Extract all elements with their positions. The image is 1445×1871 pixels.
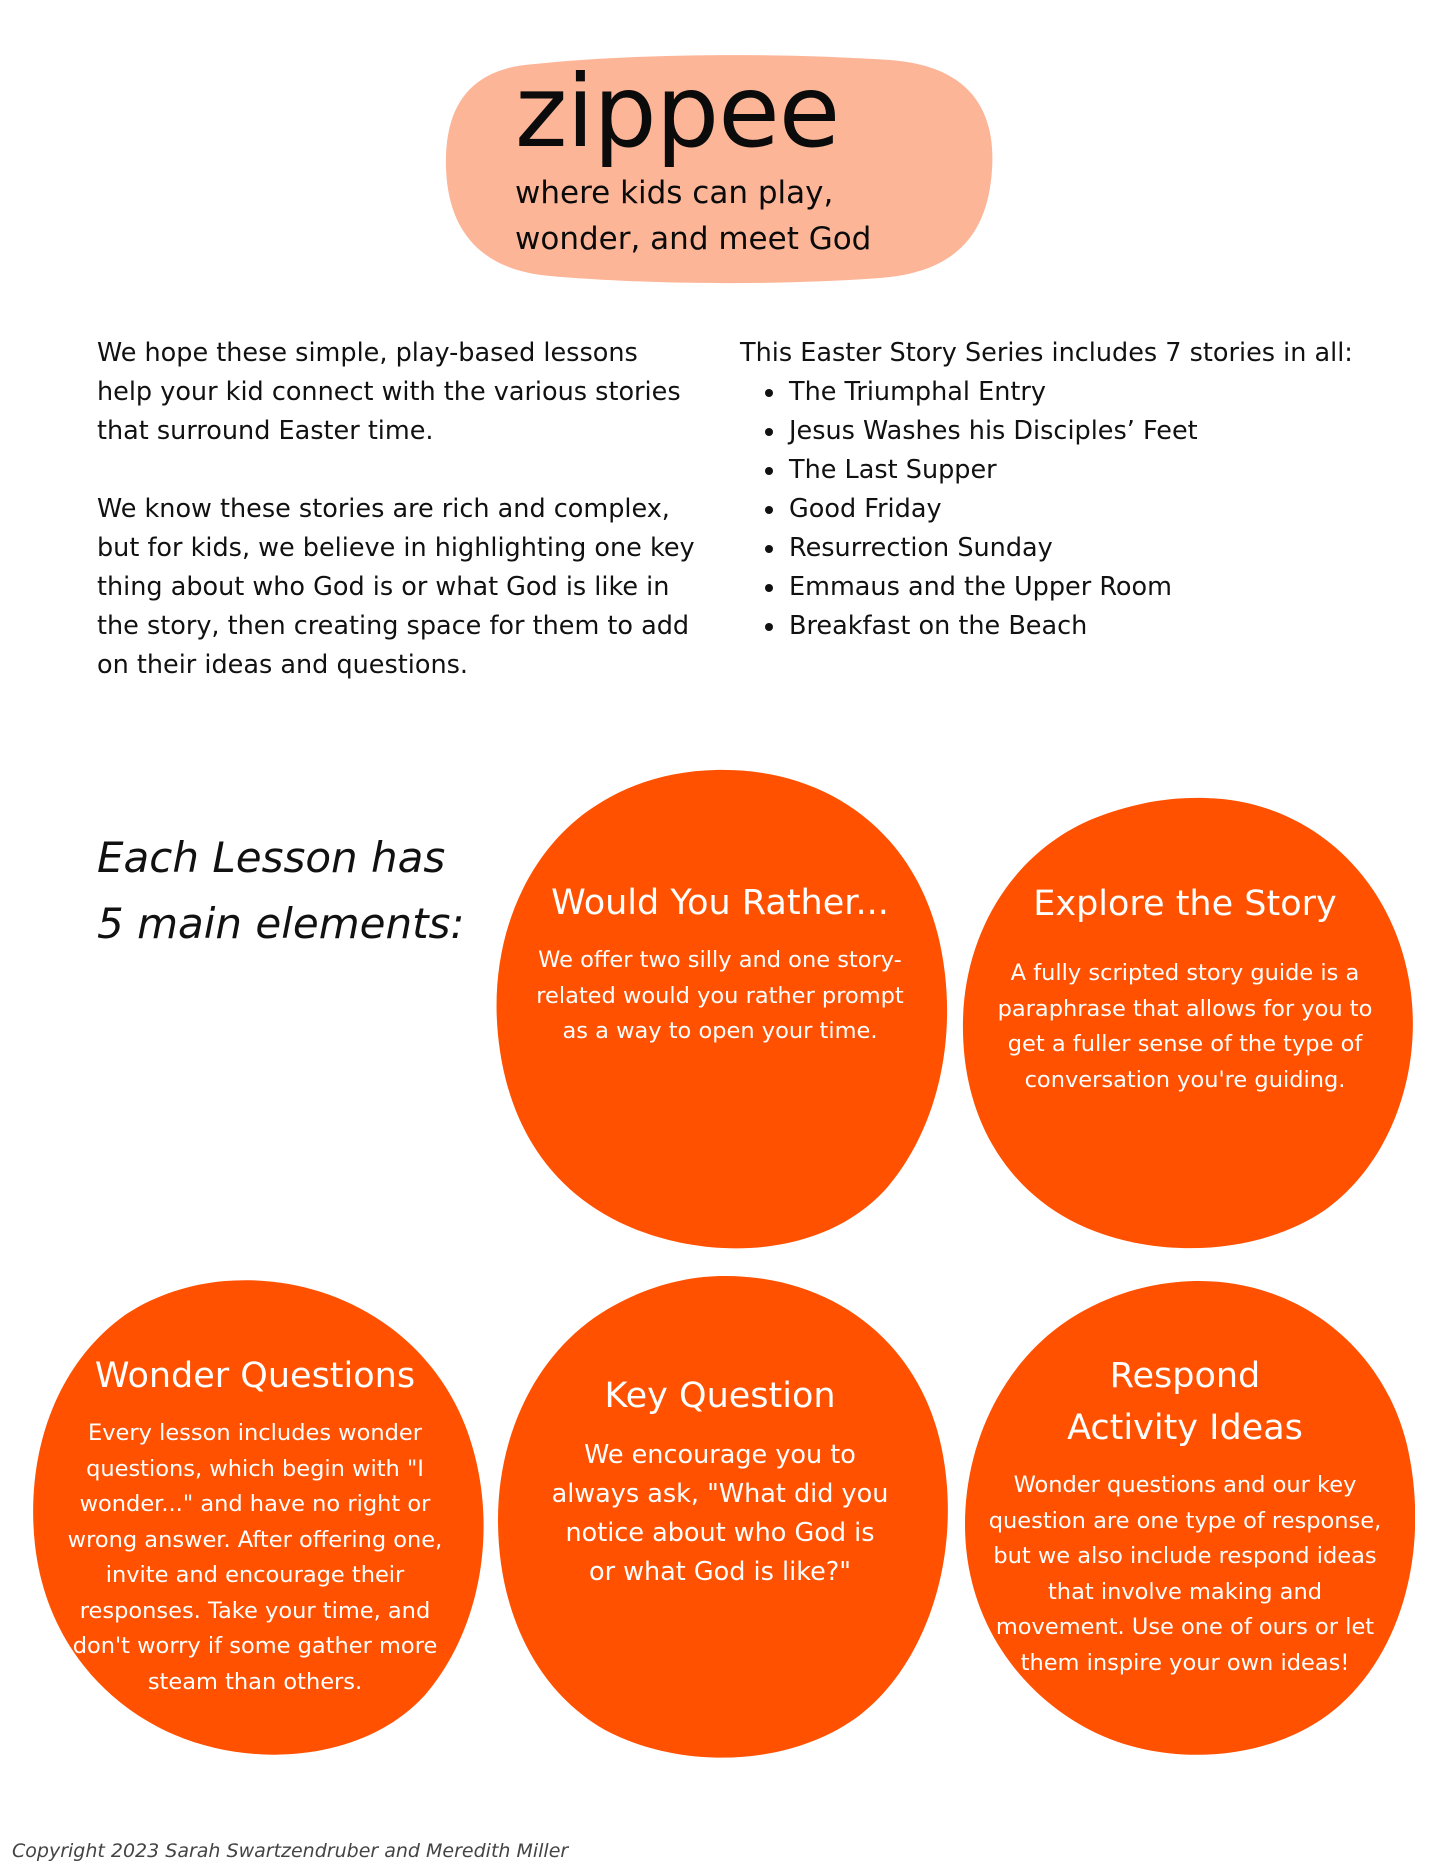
story-list-item: • The Triumphal Entry: [787, 373, 1400, 412]
element-title: Explore the Story: [1033, 884, 1337, 924]
element-title: Would You Rather...: [551, 883, 889, 923]
story-list-item: • Resurrection Sunday: [787, 529, 1400, 568]
element-description: Every lesson includes wonder questions, which begin with "I wonder..." and have no right or wrong answer. After offering one, invite and encourage their responses. Take your time, and don't worry if some gather more steam than others.: [67, 1420, 443, 1695]
element-title-line: Activity Ideas: [1067, 1408, 1303, 1448]
elements-heading-line: Each Lesson has: [97, 833, 446, 882]
element-description: We encourage you to always ask, "What did you notice about who God is or what God is like?": [551, 1440, 889, 1587]
element-title: [983, 1350, 1387, 1454]
story-list-item: • Emmaus and the Upper Room: [787, 568, 1400, 607]
intro-paragraph: We hope these simple, play-based lessons help your kid connect with the various stories that surround Easter time.: [97, 338, 681, 446]
tagline-line: where kids can play,: [515, 175, 834, 211]
element-description: A fully scripted story guide is a paraphrase that allows for you to get a fuller sense of the type of conversation you're guiding.: [997, 960, 1373, 1093]
intro-text: [97, 334, 697, 724]
elements-heading: [97, 825, 465, 957]
story-list-item: • Jesus Washes his Disciples’ Feet: [787, 412, 1400, 451]
series-heading: This Easter Story Series includes 7 stories in all:: [740, 338, 1353, 368]
element-respond-activity-ideas: [955, 1275, 1415, 1765]
element-key-question: [490, 1270, 950, 1770]
element-title: Key Question: [604, 1376, 836, 1416]
brand-logo: zippee: [515, 53, 840, 170]
element-would-you-rather: [490, 765, 950, 1255]
tagline-line: wonder, and meet God: [515, 221, 872, 257]
element-title: Wonder Questions: [94, 1356, 416, 1396]
series-list-section: [740, 334, 1400, 646]
story-list-item: • The Last Supper: [787, 451, 1400, 490]
intro-paragraph: We know these stories are rich and complex, but for kids, we believe in highlighting one key thing about who God is or what God is like in the story, then creating space for them to add on their ideas and questions.: [97, 494, 695, 680]
story-list: [740, 373, 1400, 646]
element-title-line: Respond: [1109, 1356, 1261, 1396]
tagline: [515, 170, 871, 262]
element-wonder-questions: [25, 1275, 485, 1765]
copyright-footer: Copyright 2023 Sarah Swartzendruber and Meredith Miller: [12, 1840, 569, 1862]
story-list-item: • Breakfast on the Beach: [787, 607, 1400, 646]
element-description: Wonder questions and our key question are one type of response, but we also include respond ideas that involve making and movement. Use one of ours or let them inspire your own ideas!: [988, 1472, 1382, 1676]
story-list-item: • Good Friday: [787, 490, 1400, 529]
element-explore-the-story: [955, 790, 1415, 1255]
element-description: We offer two silly and one story-related would you rather prompt as a way to open your time.: [536, 947, 904, 1044]
elements-heading-line: 5 main elements:: [97, 899, 465, 948]
